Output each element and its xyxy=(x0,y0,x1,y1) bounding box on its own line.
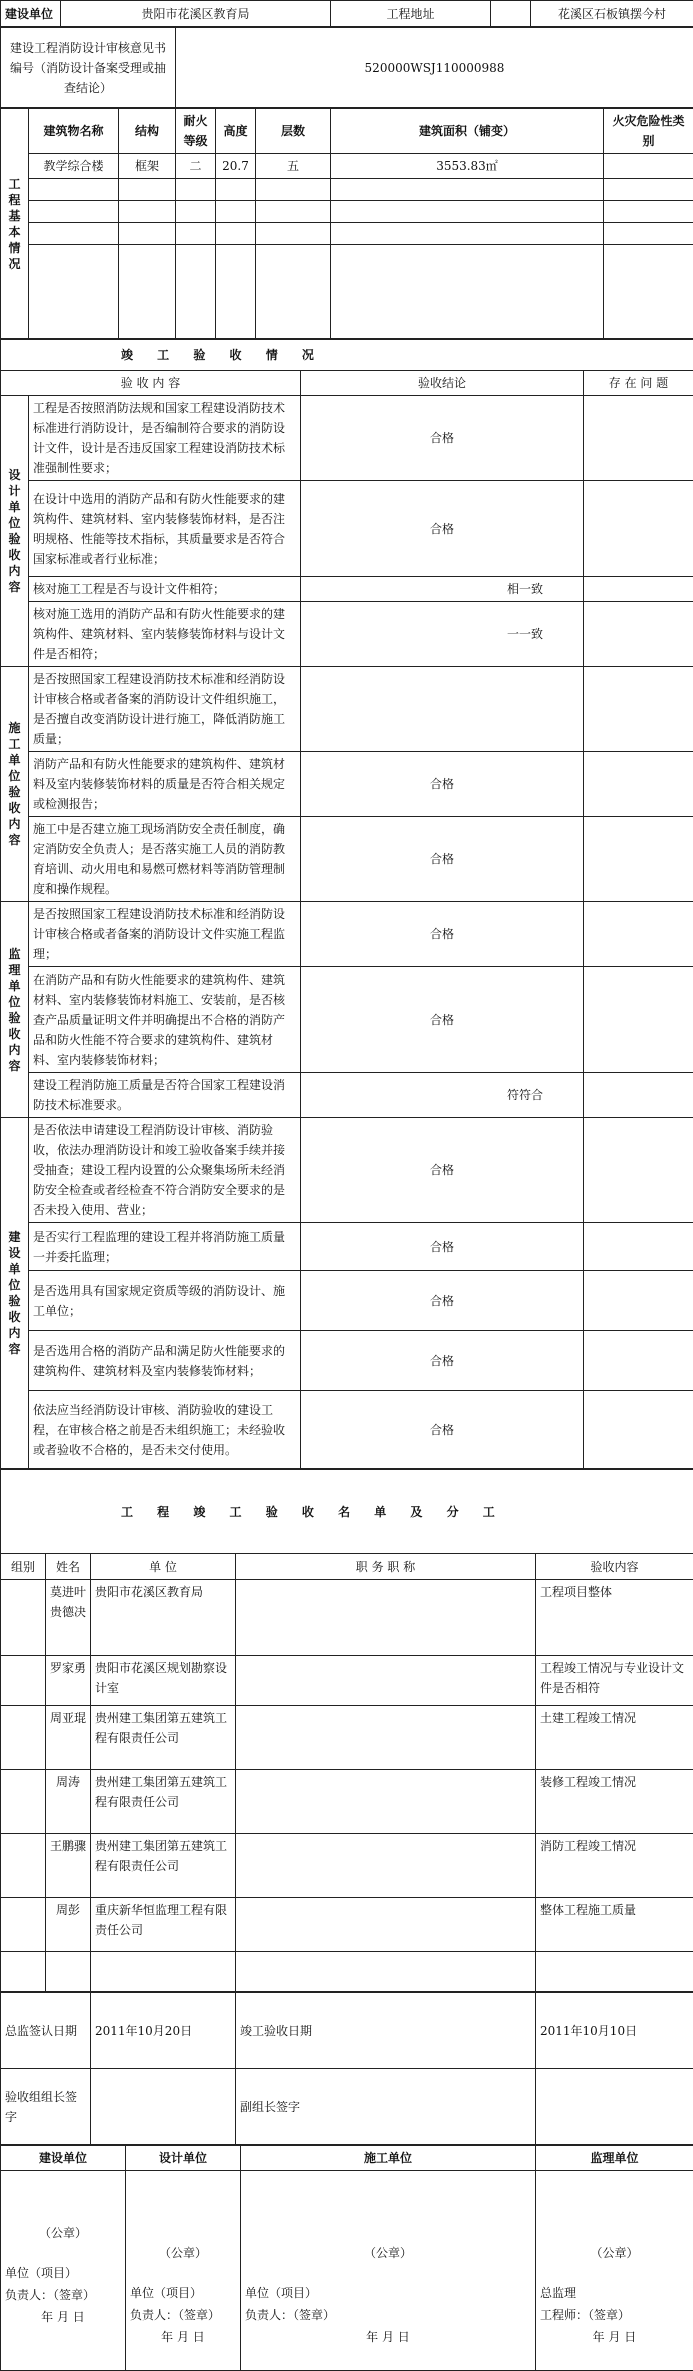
signature-line: 单位（项目） xyxy=(5,2263,121,2283)
acceptance-result: 合格 xyxy=(301,1223,584,1271)
basic-cell-height: 20.7 xyxy=(216,154,256,179)
acceptance-content: 在消防产品和有防火性能要求的建筑构件、建筑材料、室内装修装饰材料施工、安装前，是否核查产品质量证明文件并明确提出不合格的消防产品和防火性能不符合要求的建筑构件、建筑材料、室内装修装饰材料； xyxy=(29,967,301,1073)
member-name: 莫进叶贵德决 xyxy=(46,1580,91,1656)
basic-cell-area: 3553.83㎡ xyxy=(331,154,604,179)
member-row xyxy=(1,1834,693,1898)
acceptance-issue xyxy=(584,667,693,752)
member-content: 整体工程施工质量 xyxy=(536,1898,693,1952)
acceptance-row xyxy=(1,396,693,481)
basic-header-name: 建筑物名称 xyxy=(29,109,119,154)
acceptance-content: 是否按照国家工程建设消防技术标准和经消防设计审核合格或者备案的消防设计文件组织施工，是否擅自改变消防设计进行施工，降低消防施工质量； xyxy=(29,667,301,752)
member-unit: 重庆新华恒监理工程有限责任公司 xyxy=(91,1898,236,1952)
acceptance-header-result: 验收结论 xyxy=(301,371,584,396)
basic-header-fire-rating: 耐火等级 xyxy=(176,109,216,154)
members-title: 工 程 竣 工 验 收 名 单 及 分 工 xyxy=(1,1470,693,1554)
acceptance-row xyxy=(1,667,693,752)
members-header-group: 组别 xyxy=(1,1554,46,1580)
signature-line: 年 月 日 xyxy=(245,2327,531,2347)
review-value: 520000WSJ110000988 xyxy=(176,28,693,108)
member-title xyxy=(236,1898,536,1952)
member-name: 罗家勇 xyxy=(46,1656,91,1706)
members-table xyxy=(0,1469,693,1992)
acceptance-content: 核对施工选用的消防产品和有防火性能要求的建筑构件、建筑材料、室内装修装饰材料与设计文件是否相符； xyxy=(29,602,301,667)
acceptance-group-label: 建设单位验收内容 xyxy=(1,1118,29,1469)
acceptance-row xyxy=(1,1118,693,1223)
basic-row xyxy=(1,154,693,179)
basic-side-label: 工程基本情况 xyxy=(1,109,29,339)
seal-label: （公章） xyxy=(130,2243,236,2263)
acceptance-result: 合格 xyxy=(301,1391,584,1469)
acceptance-issue xyxy=(584,602,693,667)
acceptance-row xyxy=(1,1391,693,1469)
acceptance-content: 建设工程消防施工质量是否符合国家工程建设消防技术标准要求。 xyxy=(29,1073,301,1118)
completion-date-value: 2011年10月10日 xyxy=(536,1993,693,2069)
acceptance-issue xyxy=(584,481,693,577)
member-name: 周涛 xyxy=(46,1770,91,1834)
acceptance-row xyxy=(1,1331,693,1391)
acceptance-result: 合格 xyxy=(301,752,584,817)
acceptance-row xyxy=(1,902,693,967)
acceptance-result: 符符合 xyxy=(301,1073,584,1118)
site-value: 花溪区石板镇摆今村 xyxy=(531,1,693,27)
members-header-content: 验收内容 xyxy=(536,1554,693,1580)
construction-unit-label: 建设单位 xyxy=(1,1,61,27)
basic-info-table xyxy=(0,108,693,339)
member-content: 装修工程竣工情况 xyxy=(536,1770,693,1834)
acceptance-result: 相一致 xyxy=(301,577,584,602)
signature-line: 工程师：（签章） xyxy=(540,2305,689,2325)
acceptance-issue xyxy=(584,1118,693,1223)
acceptance-result: 合格 xyxy=(301,481,584,577)
acceptance-content: 消防产品和有防火性能要求的建筑构件、建筑材料及室内装修装饰材料的质量是否符合相关规定或检测报告； xyxy=(29,752,301,817)
acceptance-issue xyxy=(584,396,693,481)
basic-cell-floors: 五 xyxy=(256,154,331,179)
member-content: 工程项目整体 xyxy=(536,1580,693,1656)
signature-line: 负责人：（签章） xyxy=(245,2305,531,2325)
acceptance-row xyxy=(1,752,693,817)
dates-table xyxy=(0,1992,693,2145)
basic-cell-hazard xyxy=(604,154,693,179)
acceptance-content: 依法应当经消防设计审核、消防验收的建设工程，在审核合格之前是否未组织施工；未经验收或者验收不合格的，是否未交付使用。 xyxy=(29,1391,301,1469)
acceptance-issue xyxy=(584,967,693,1073)
seal-label: （公章） xyxy=(5,2223,121,2243)
acceptance-result: 合格 xyxy=(301,1271,584,1331)
signature-cell xyxy=(536,2171,693,2371)
member-title xyxy=(236,1834,536,1898)
leader-sign-label: 验收组组长签字 xyxy=(1,2069,91,2145)
acceptance-row xyxy=(1,967,693,1073)
member-group xyxy=(1,1656,46,1706)
supervisor-date-label: 总监签认日期 xyxy=(1,1993,91,2069)
acceptance-issue xyxy=(584,752,693,817)
signature-cell xyxy=(241,2171,536,2371)
seal-label: （公章） xyxy=(540,2243,689,2263)
member-content: 工程竣工情况与专业设计文件是否相符 xyxy=(536,1656,693,1706)
signature-line: 总监理 xyxy=(540,2283,689,2303)
basic-header-height: 高度 xyxy=(216,109,256,154)
review-table xyxy=(0,27,693,108)
deputy-sign-label: 副组长签字 xyxy=(236,2069,536,2145)
member-title xyxy=(236,1580,536,1656)
signature-row xyxy=(1,2171,693,2371)
acceptance-content: 在设计中选用的消防产品和有防火性能要求的建筑构件、建筑材料、室内装修装饰材料，是否注明规格、性能等技术指标，其质量要求是否符合国家标准或者行业标准； xyxy=(29,481,301,577)
member-unit: 贵阳市花溪区教育局 xyxy=(91,1580,236,1656)
leader-sign-value xyxy=(91,2069,236,2145)
member-title xyxy=(236,1770,536,1834)
member-row xyxy=(1,1580,693,1656)
basic-cell-fire-rating: 二 xyxy=(176,154,216,179)
acceptance-row xyxy=(1,1223,693,1271)
acceptance-row xyxy=(1,817,693,902)
acceptance-title: 竣 工 验 收 情 况 xyxy=(1,340,693,371)
member-group xyxy=(1,1706,46,1770)
acceptance-row xyxy=(1,577,693,602)
basic-header-floors: 层数 xyxy=(256,109,331,154)
acceptance-content: 是否选用合格的消防产品和满足防火性能要求的建筑构件、建筑材料及室内装修装饰材料； xyxy=(29,1331,301,1391)
member-name: 王鹏骤 xyxy=(46,1834,91,1898)
members-header-name: 姓名 xyxy=(46,1554,91,1580)
acceptance-result: 合格 xyxy=(301,967,584,1073)
sign-header-construction: 建设单位 xyxy=(1,2146,126,2171)
member-row xyxy=(1,1656,693,1706)
member-group xyxy=(1,1770,46,1834)
completion-date-label: 竣工验收日期 xyxy=(236,1993,536,2069)
signature-line: 单位（项目） xyxy=(245,2283,531,2303)
acceptance-result: 一一致 xyxy=(301,602,584,667)
member-unit: 贵州建工集团第五建筑工程有限责任公司 xyxy=(91,1834,236,1898)
acceptance-result: 合格 xyxy=(301,902,584,967)
deputy-sign-value xyxy=(536,2069,693,2145)
basic-cell-structure: 框架 xyxy=(119,154,176,179)
member-row xyxy=(1,1706,693,1770)
acceptance-issue xyxy=(584,1331,693,1391)
acceptance-issue xyxy=(584,1271,693,1331)
acceptance-content: 工程是否按照消防法规和国家工程建设消防技术标准进行消防设计，是否编制符合要求的消防设计文件，设计是否违反国家工程建设消防技术标准强制性要求； xyxy=(29,396,301,481)
acceptance-result xyxy=(301,667,584,752)
acceptance-content: 是否选用具有国家规定资质等级的消防设计、施工单位； xyxy=(29,1271,301,1331)
acceptance-row xyxy=(1,481,693,577)
supervisor-date-value: 2011年10月20日 xyxy=(91,1993,236,2069)
acceptance-issue xyxy=(584,1223,693,1271)
acceptance-content: 是否按照国家工程建设消防技术标准和经消防设计审核合格或者备案的消防设计文件实施工程监理； xyxy=(29,902,301,967)
members-header-title: 职 务 职 称 xyxy=(236,1554,536,1580)
acceptance-result: 合格 xyxy=(301,817,584,902)
sign-header-builder: 施工单位 xyxy=(241,2146,536,2171)
member-unit: 贵阳市花溪区规划勘察设计室 xyxy=(91,1656,236,1706)
acceptance-issue xyxy=(584,1073,693,1118)
sign-header-design: 设计单位 xyxy=(126,2146,241,2171)
member-title xyxy=(236,1706,536,1770)
signature-line: 单位（项目） xyxy=(130,2283,236,2303)
member-unit: 贵州建工集团第五建筑工程有限责任公司 xyxy=(91,1706,236,1770)
members-header-unit: 单 位 xyxy=(91,1554,236,1580)
sign-header-supervisor: 监理单位 xyxy=(536,2146,693,2171)
acceptance-row xyxy=(1,602,693,667)
acceptance-result: 合格 xyxy=(301,1118,584,1223)
acceptance-issue xyxy=(584,902,693,967)
acceptance-issue xyxy=(584,1391,693,1469)
acceptance-group-label: 设计单位验收内容 xyxy=(1,396,29,667)
acceptance-table xyxy=(0,339,693,1469)
signature-table xyxy=(0,2145,693,2371)
member-content: 土建工程竣工情况 xyxy=(536,1706,693,1770)
acceptance-result: 合格 xyxy=(301,1331,584,1391)
acceptance-row xyxy=(1,1271,693,1331)
member-content: 消防工程竣工情况 xyxy=(536,1834,693,1898)
acceptance-header-issues: 存 在 问 题 xyxy=(584,371,693,396)
signature-cell xyxy=(1,2171,126,2371)
signature-line: 年 月 日 xyxy=(540,2327,689,2347)
acceptance-result: 合格 xyxy=(301,396,584,481)
acceptance-content: 核对施工工程是否与设计文件相符； xyxy=(29,577,301,602)
acceptance-issue xyxy=(584,577,693,602)
signature-cell xyxy=(126,2171,241,2371)
basic-header-structure: 结构 xyxy=(119,109,176,154)
member-unit: 贵州建工集团第五建筑工程有限责任公司 xyxy=(91,1770,236,1834)
seal-label: （公章） xyxy=(245,2243,531,2263)
member-group xyxy=(1,1580,46,1656)
review-label: 建设工程消防设计审核意见书编号（消防设计备案受理或抽查结论） xyxy=(1,28,176,108)
construction-unit-value: 贵阳市花溪区教育局 xyxy=(61,1,331,27)
acceptance-group-label: 施工单位验收内容 xyxy=(1,667,29,902)
members-body xyxy=(1,1580,693,1952)
acceptance-content: 施工中是否建立施工现场消防安全责任制度，确定消防安全负责人；是否落实施工人员的消防教育培训、动火用电和易燃可燃材料等消防管理制度和操作规程。 xyxy=(29,817,301,902)
site-label: 工程地址 xyxy=(331,1,491,27)
basic-cell-name: 教学综合楼 xyxy=(29,154,119,179)
acceptance-content: 是否依法申请建设工程消防设计审核、消防验收，依法办理消防设计和竣工验收备案手续并接受抽查；建设工程内设置的公众聚集场所未经消防安全检查或者经检查不符合消防安全要求的是否未投入使用、营业； xyxy=(29,1118,301,1223)
acceptance-content: 是否实行工程监理的建设工程并将消防施工质量一并委托监理； xyxy=(29,1223,301,1271)
header-blank xyxy=(491,1,531,27)
acceptance-header-content: 验 收 内 容 xyxy=(1,371,301,396)
member-name: 周亚琨 xyxy=(46,1706,91,1770)
signature-line: 负责人：（签章） xyxy=(5,2285,121,2305)
acceptance-row xyxy=(1,1073,693,1118)
signature-line: 年 月 日 xyxy=(5,2307,121,2327)
acceptance-group-label: 监理单位验收内容 xyxy=(1,902,29,1118)
basic-header-area: 建筑面积（铺变） xyxy=(331,109,604,154)
member-group xyxy=(1,1898,46,1952)
header-table xyxy=(0,0,693,27)
acceptance-issue xyxy=(584,817,693,902)
member-row xyxy=(1,1770,693,1834)
member-group xyxy=(1,1834,46,1898)
acceptance-body xyxy=(1,396,693,1469)
signature-line: 年 月 日 xyxy=(130,2327,236,2347)
member-title xyxy=(236,1656,536,1706)
signature-line: 负责人：（签章） xyxy=(130,2305,236,2325)
member-row xyxy=(1,1898,693,1952)
member-name: 周彭 xyxy=(46,1898,91,1952)
basic-header-hazard: 火灾危险性类别 xyxy=(604,109,693,154)
